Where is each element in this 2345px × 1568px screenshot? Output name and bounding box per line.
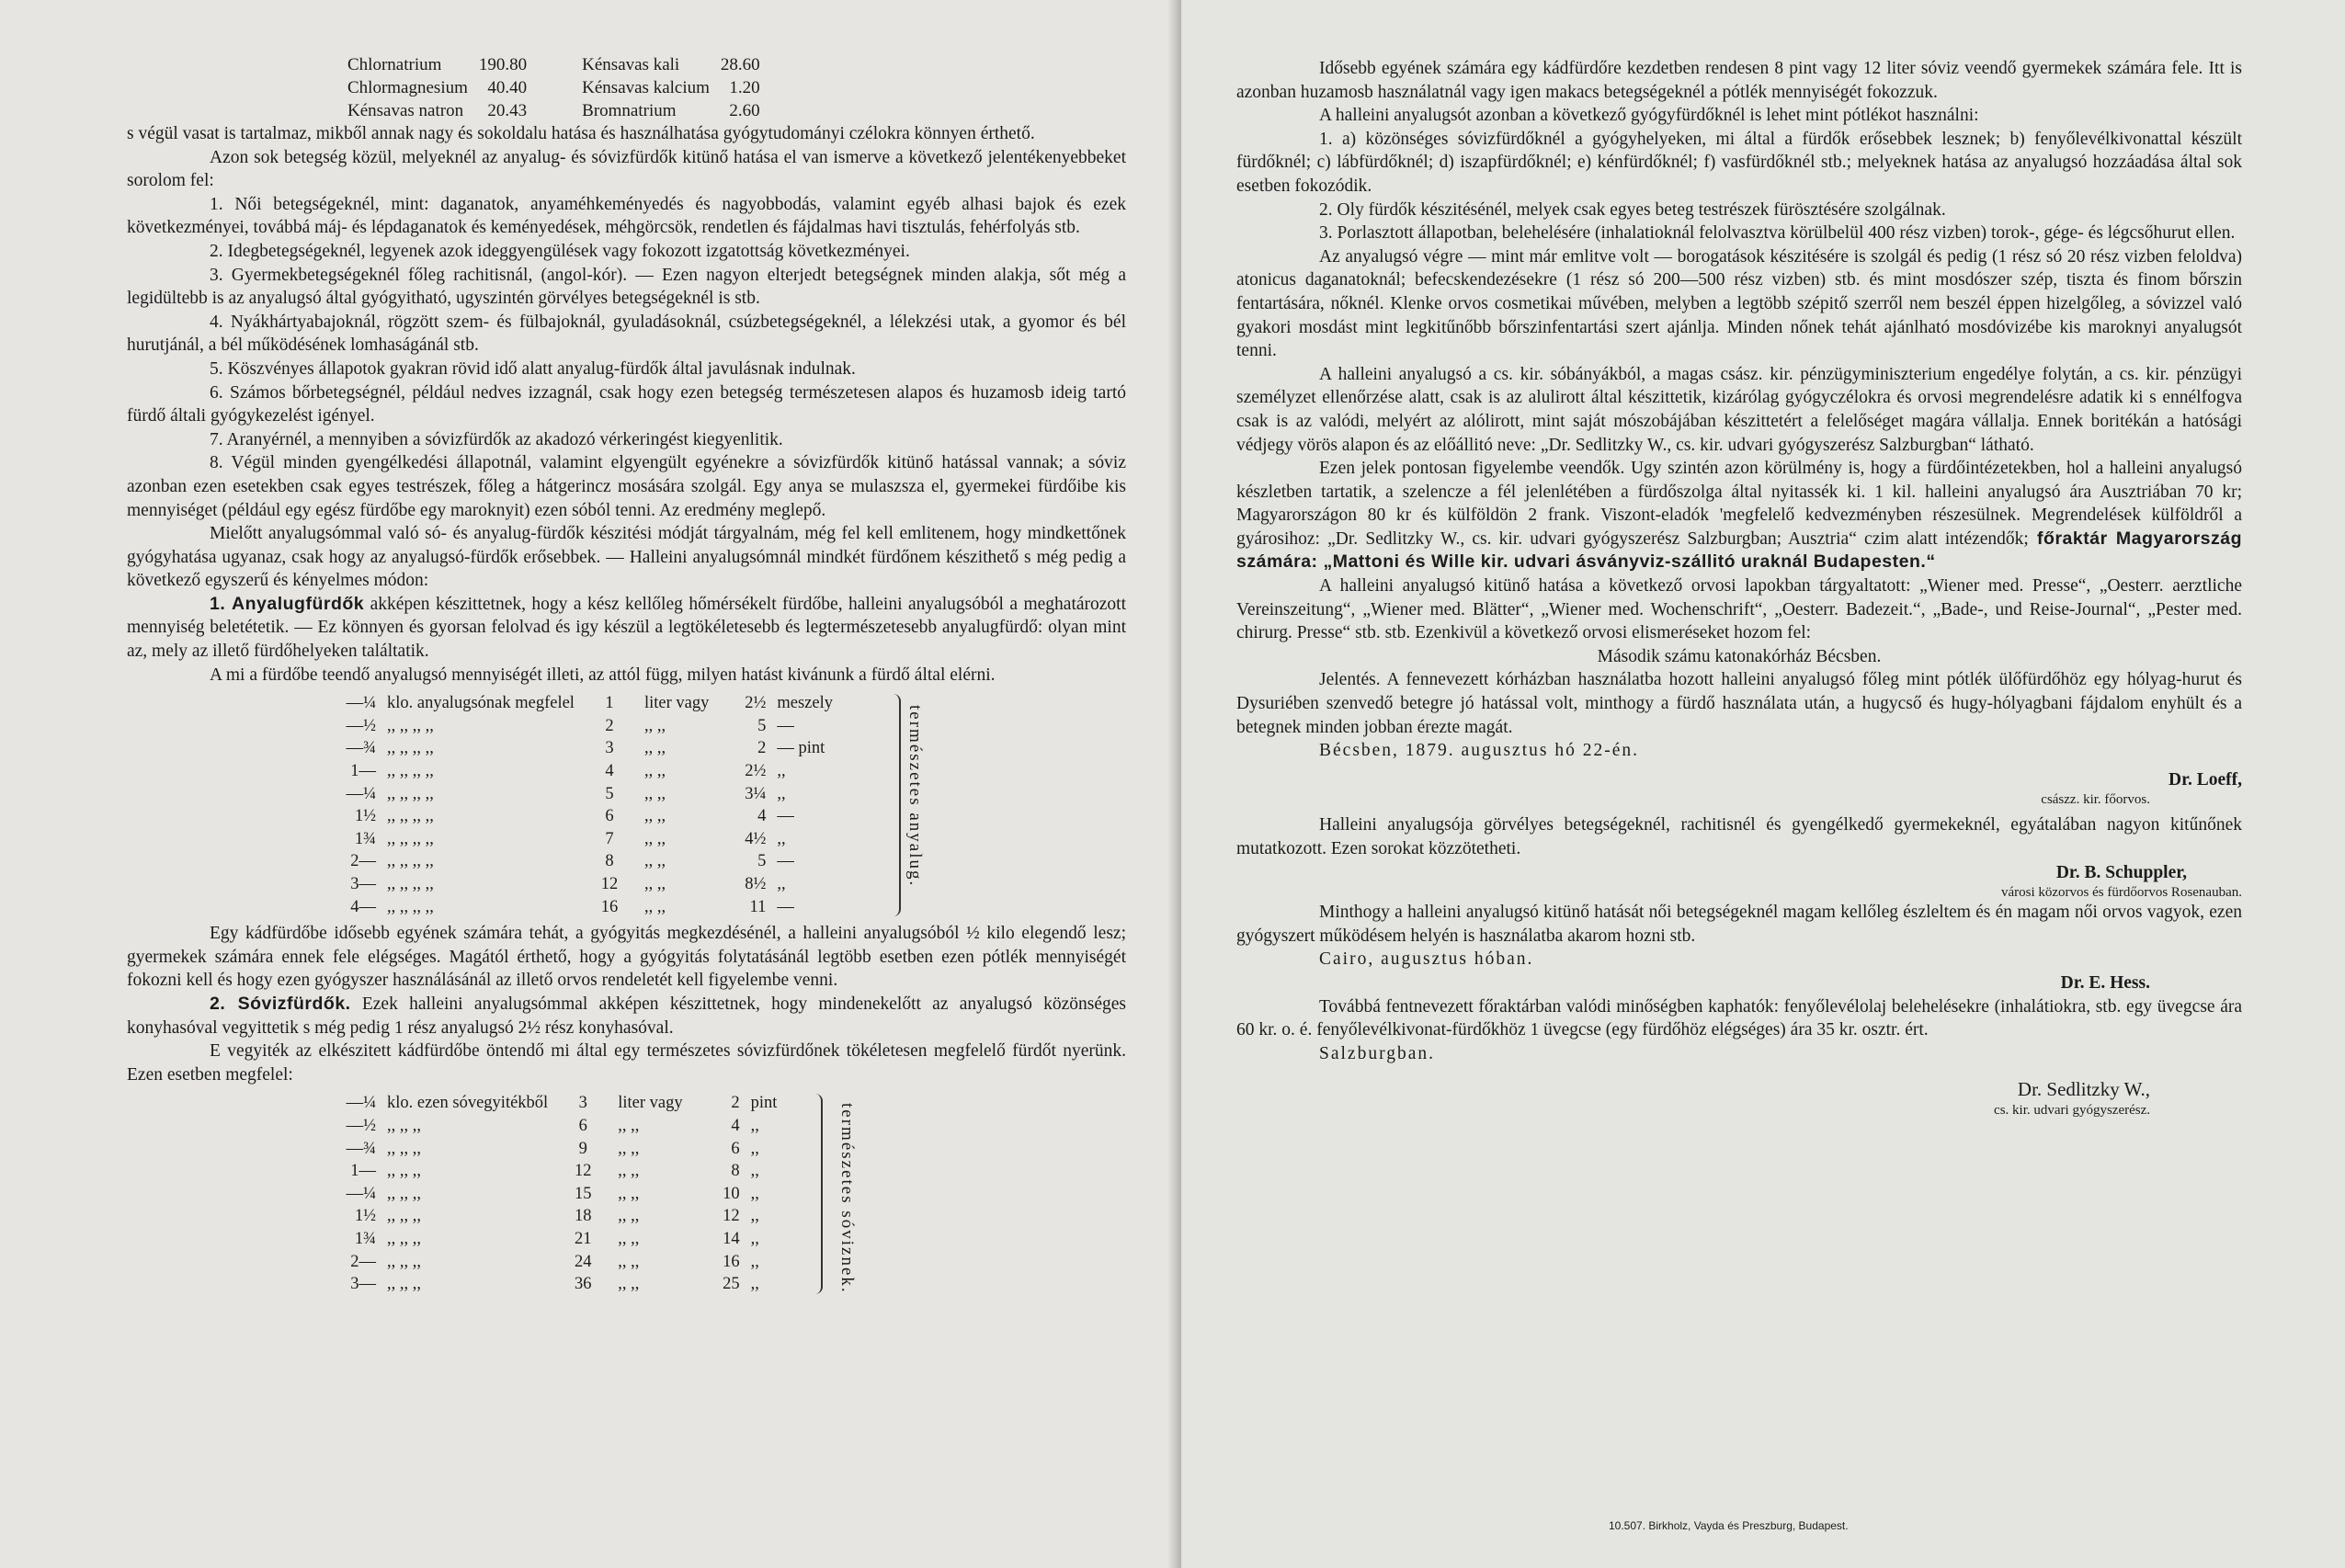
amount: —¼	[346, 694, 376, 713]
connector: ,, ,,	[618, 1116, 640, 1135]
left-text-2	[127, 922, 1126, 1086]
dose-table-block-1	[127, 692, 1126, 918]
amount: 1—	[350, 1162, 376, 1181]
dose-table-1	[315, 692, 838, 918]
liters: 1	[605, 694, 614, 713]
measure-unit: ,,	[750, 1252, 759, 1271]
unit-text: ,, ,, ,, ,,	[387, 875, 434, 893]
left-text	[127, 122, 1126, 687]
dose-row	[315, 1092, 782, 1115]
measure-unit: ,,	[750, 1116, 759, 1135]
dose-row	[315, 1205, 782, 1228]
connector: ,, ,,	[618, 1229, 640, 1248]
measure-unit: — pint	[777, 739, 825, 758]
amount: 1—	[350, 762, 376, 781]
paragraph: Mielőtt anyalugsómmal való só- és anyalug-fürdők készitési módját tárgyalnám, még fel kell emlitenem, hogy mindkettőnek gyógyhatása ugyanaz, csak hogy az anyalugsó-fürdők erősebbek. — Halleini anyalugsómnál mindkét fürdőnem készithető s még pedig a következő egyszerű és kényelmes módon:	[127, 524, 1126, 591]
date-line: Cairo, augusztus hóban.	[1319, 949, 1534, 970]
vertical-label: természetes anyalug.	[905, 705, 925, 888]
dose-row	[315, 805, 838, 828]
composition-row	[347, 99, 815, 122]
list-item: 7. Aranyérnél, a mennyiben a sóvizfürdők az akadozó vérkeringést kiegyenlitik.	[210, 429, 783, 449]
measure-unit: ,,	[777, 762, 786, 781]
compound-name: Kénsavas kalcium	[582, 78, 710, 97]
connector: ,, ,,	[618, 1252, 640, 1271]
amount: —¼	[346, 1094, 376, 1113]
measure: 5	[757, 852, 767, 871]
paragraph: Egy kádfürdőbe idősebb egyének számára tehát, a gyógyitás megkezdésénél, a halleini anyalugsóból ½ kilo elegendő lesz; gyermekek számára ennek fele elégséges. Magától érthető, hogy a gyógyitás folytatásánál legtöbb esetben ezen pótlék mennyiségét fokozni kell és hogy ezen gyógyszer használásánál az illető orvos rendeletét kell figyelembe venni.	[127, 924, 1126, 991]
unit-text: ,, ,, ,, ,,	[387, 897, 434, 916]
unit-text: ,, ,, ,, ,,	[387, 807, 434, 826]
connector: ,, ,,	[643, 852, 666, 871]
hospital-heading: Második számu katonakórház Bécsben.	[1597, 646, 1882, 666]
measure: 4	[757, 807, 767, 826]
connector: ,, ,,	[643, 829, 666, 848]
brace	[890, 694, 901, 916]
paragraph: A mi a fürdőbe teendő anyalugsó mennyiségét illeti, az attól függ, milyen hatást kivánunk a fürdő által elérni.	[210, 665, 996, 685]
signature: Dr. B. Schuppler,	[2055, 862, 2187, 882]
connector: ,, ,,	[618, 1207, 640, 1226]
measure: 12	[723, 1207, 740, 1226]
dose-row	[315, 737, 838, 760]
paragraph: A halleini anyalugsó a cs. kir. sóbányákból, a magas csász. kir. pénzügyminiszterium engedélye folytán, a cs. kir. pénzügyi személyzet ellenőrzése alatt, csak is az alulirott által készittetik, kizárólag gyógyczélokra és orvosi megrendelésre adatik ki s ennélfogva csak is az valódi, melyért az alólirott, mint saját mószobájában készittetért a felelőséget magára vállalja. Ennek boritékán a hatósági védjegy vörös alapon és az előállitó neve: „Dr. Sedlitzky W., cs. kir. udvari gyógyszerész Salzburgban“ látható.	[1236, 364, 2242, 455]
dose-row	[315, 828, 838, 851]
right-page	[1181, 0, 2345, 1568]
measure: 8	[731, 1162, 740, 1181]
dose-row	[315, 692, 838, 715]
right-text	[1236, 57, 2242, 1119]
liters: 16	[600, 897, 619, 916]
section-text: akképen készittetnek, hogy a kész kellőleg hőmérsékelt fürdőbe, halleini anyalugsóból a meghatározott mennyiség beletétetik. — Ez könnyen és gyorsan felolvad és igy készül a legtökéletesebb és legtermészetesebb anyalugfürdő: olyan mint az, mely az illető fürdőhelyeken találtatik.	[127, 594, 1127, 662]
liters: 2	[605, 716, 614, 735]
amount: —¼	[346, 784, 376, 803]
vertical-label: természetes sóviznek.	[837, 1103, 857, 1294]
liters: 9	[578, 1139, 587, 1158]
liters: 21	[574, 1229, 592, 1248]
liters: 3	[578, 1094, 587, 1113]
section-text: Ezek halleini anyalugsómmal akképen készittetnek, hogy mindenekelőtt az anyalugsó közönséges konyhasóval vegyittetik s még pedig 1 rész anyalugsó 2½ rész konyhasóval.	[127, 994, 1126, 1038]
paragraph: Minthogy a halleini anyalugsó kitünő hatását női betegségeknél magam kellőleg észleltem és én magam női orvos vagyok, ezen gyógyszert működésem helyén is használatba akarom hozni stb.	[1236, 903, 2242, 946]
measure: 6	[731, 1139, 740, 1158]
unit-text: ,, ,, ,,	[387, 1162, 421, 1181]
list-item: 6. Számos bőrbetegségnél, például nedves izzagnál, csak hogy ezen betegség természetesen alapos és huzamosb ideig tartó fürdő általi gyógykezelést igényel.	[127, 382, 1126, 426]
measure-unit: —	[777, 716, 794, 735]
dose-row	[315, 715, 838, 738]
signature: Dr. E. Hess.	[2060, 972, 2150, 993]
liters: 3	[605, 739, 614, 758]
liters: 6	[605, 807, 614, 826]
place-line: Salzburgban.	[1319, 1043, 1435, 1063]
section-heading: 2. Sóvizfürdők.	[210, 993, 351, 1014]
dose-row	[315, 1115, 782, 1138]
measure: 16	[723, 1252, 740, 1271]
compound-value: 1.20	[729, 78, 760, 97]
compound-value: 28.60	[720, 55, 760, 74]
unit-text: ,, ,, ,, ,,	[387, 716, 434, 735]
measure-unit: —	[777, 897, 794, 916]
connector: ,, ,,	[643, 739, 666, 758]
liters: 24	[574, 1252, 592, 1271]
connector: ,, ,,	[618, 1139, 640, 1158]
measure: 2	[757, 739, 767, 758]
liters: 5	[605, 784, 614, 803]
measure-unit: pint	[750, 1094, 778, 1113]
measure-unit: ,,	[777, 829, 786, 848]
measure-unit: ,,	[750, 1139, 759, 1158]
unit-text: klo. anyalugsónak megfelel	[387, 694, 575, 713]
measure-unit: ,,	[777, 784, 786, 803]
section-text: Ezen jelek pontosan figyelembe veendők. Ugy szintén azon körülmény is, hogy a fürdőintézetekben, hol a halleini anyalugsó készletben tartatik, a szelencze a fél jelenlétében a fürdőszolga által nyitassék ki. 1 kil. halleini anyalugsó ára Ausztriában 70 kr; Magyarországon 80 kr és külföldön 2 frank. Viszont-eladók 'megfelelő kedvezményben részesülnek. Megrendelések külföldről a gyárosihoz: „Dr. Sedlitzky W., cs. kir. udvari gyógyszerész Salzburgban; Ausztria“ czim alatt intézendők;	[1236, 459, 2242, 549]
measure-unit: —	[777, 852, 794, 871]
date-line: Bécsben, 1879. augusztus hó 22-én.	[1319, 741, 1639, 761]
connector: ,, ,,	[618, 1162, 640, 1181]
paragraph: Az anyalugsó végre — mint már emlitve volt — borogatások készitésére is szolgál és pedig (1 rész só 20 rész vizben feloldva) atonicus daganatoknál; befecskendezésekre (1 rész só 200—500 rész vizben) stb. és mint mosdószer szép, tiszta és finom bőrszin fentartására, nőknél. Klenke orvos cosmetikai művében, melyben a legtöbb szépitő szerről nem beszél éppen hizelgőleg, a sóvizzel való gyakori mosdást mint legkitűnőbb bőrszinfentartási szert ajánlja. Minden nőnek tehát ajánlható mosdóvizébe kis maroknyi anyalugsót tenni.	[1236, 246, 2242, 361]
dose-row	[315, 760, 838, 783]
unit-text: ,, ,, ,,	[387, 1184, 421, 1203]
measure-unit: —	[777, 807, 794, 826]
measure: 10	[723, 1184, 740, 1203]
measure: 2½	[745, 694, 767, 713]
measure: 8½	[745, 875, 767, 893]
amount: —½	[346, 716, 376, 735]
dose-row	[315, 1228, 782, 1251]
liters: 7	[605, 829, 614, 848]
compound-name: Chlormagnesium	[347, 78, 468, 97]
measure: 11	[749, 897, 767, 916]
compound-value: 190.80	[478, 55, 528, 74]
amount: 1½	[354, 807, 376, 826]
unit-text: klo. ezen sóvegyitékből	[387, 1094, 549, 1113]
paragraph	[1236, 457, 2242, 574]
connector: ,, ,,	[643, 807, 666, 826]
amount: —¼	[346, 1184, 376, 1203]
connector: ,, ,,	[643, 784, 666, 803]
paragraph: Azon sok betegség közül, melyeknél az anyalug- és sóvizfürdők kitünő hatása el van ismerve a következő jelentékenyebbeket sorolom fel:	[127, 147, 1126, 191]
measure-unit: ,,	[777, 875, 786, 893]
paragraph: s végül vasat is tartalmaz, mikből annak nagy és sokoldalu hatása és használhatása gyógytudományi czélokra könnyen érthető.	[127, 124, 1035, 143]
measure-unit: ,,	[750, 1207, 759, 1226]
paragraph: Továbbá fentnevezett főraktárban valódi minőségben kaphatók: fenyőlevélolaj belehelésekre (inhalátiokra, stb. egy üvegcse ára 60 kr. o. é. fenyőlevélkivonat-fürdőkhöz 1 üvegcse (egy fürdőhöz elégséges) ára 35 kr. osztr. ért.	[1236, 996, 2242, 1040]
unit-text: ,, ,, ,,	[387, 1229, 421, 1248]
paragraph	[127, 993, 1126, 1040]
connector: ,, ,,	[643, 897, 666, 916]
paragraph: A halleini anyalugsó kitünő hatása a következő orvosi lapokban tárgyaltatott: „Wiener med. Presse“, „Oesterr. aerztliche Vereinszeitung“, „Wiener med. Blätter“, „Wiener med. Wochenschrift“, „Oesterr. Badezeit.“, „Bade-, und Reise-Journal“, „Pester med. chirurg. Presse“ stb. stb. Ezenkivül a következő orvosi elismeréseket hozom fel:	[1236, 576, 2242, 643]
connector: ,, ,,	[618, 1275, 640, 1294]
measure: 4	[731, 1116, 740, 1135]
amount: 2—	[350, 852, 376, 871]
amount: 3—	[350, 1275, 376, 1294]
compound-value: 40.40	[487, 78, 528, 97]
paragraph: Idősebb egyének számára egy kádfürdőre kezdetben rendesen 8 pint vagy 12 liter sóviz veendő gyermekek számára fele. Itt is azonban huzamosb használatnál vagy igen makacs betegségeknél a pótlék mennyiségét fokozzuk.	[1236, 59, 2242, 102]
list-item: 3. Porlasztott állapotban, belehelésére (inhalatioknál felolvasztva körülbelül 400 rész vizben) torok-, gége- és légcsőhurut ellen.	[1319, 223, 2236, 244]
liters: 8	[605, 852, 614, 871]
dose-row	[315, 1160, 782, 1183]
list-item: 4. Nyákhártyabajoknál, rögzött szem- és fülbajoknál, gyuladásoknál, csúzbetegségeknél, a lélekzési utak, a gyomor és bél hurutjánál, a bél működésének lomhaságánál stb.	[127, 312, 1126, 356]
compound-name: Chlornatrium	[347, 55, 442, 74]
measure: 4½	[745, 829, 767, 848]
measure: 3¼	[745, 784, 767, 803]
dose-table-block-2	[127, 1092, 1126, 1295]
measure: 2½	[745, 762, 767, 781]
unit-text: ,, ,, ,,	[387, 1116, 421, 1135]
measure-unit: ,,	[750, 1162, 759, 1181]
dose-table-2	[315, 1092, 782, 1295]
paragraph	[127, 593, 1126, 664]
unit-text: ,, ,, ,, ,,	[387, 784, 434, 803]
dose-row	[315, 1183, 782, 1206]
amount: —½	[346, 1116, 376, 1135]
amount: 4—	[350, 897, 376, 916]
unit-text: ,, ,, ,, ,,	[387, 829, 434, 848]
paragraph: A halleini anyalugsót azonban a következő gyógyfürdőknél is lehet mint pótlékot használni:	[1319, 106, 1979, 126]
unit-text: ,, ,, ,,	[387, 1139, 421, 1158]
list-item: 2. Oly fürdők készitésénél, melyek csak egyes beteg testrészek fürösztésére szolgálnak.	[1319, 199, 1946, 220]
unit-text: ,, ,, ,,	[387, 1207, 421, 1226]
dose-row	[315, 1138, 782, 1161]
measure-unit: ,,	[750, 1184, 759, 1203]
connector: liter vagy	[643, 694, 710, 713]
measure: 5	[757, 716, 767, 735]
list-item: 8. Végül minden gyengélkedési állapotnál, valamint elgyengült egyénekre a sóvizfürdők kitünő hatással vannak; a sóviz azonban ezen esetekben csak egyes testrészek, főleg a hátgerincz mosására szolgál. Egy anya se mulaszsza el, gyermekei fürdőibe kis mennyiséget (például egy egész fürdőbe egy maroknyit) ezen sóból tenni. Az eredmény meglepő.	[127, 453, 1126, 520]
liters: 12	[574, 1162, 592, 1181]
brace	[812, 1094, 823, 1294]
signature-title: városi közorvos és fürdőorvos Rosenauban.	[2000, 885, 2242, 901]
list-item: 2. Idegbetegségeknél, legyenek azok ideggyengülések vagy fokozott izgatottság következményei.	[210, 241, 910, 261]
measure-unit: meszely	[777, 694, 833, 713]
composition-row	[347, 53, 815, 76]
signature-title: cs. kir. udvari gyógyszerész.	[1994, 1102, 2150, 1118]
liters: 6	[578, 1116, 587, 1135]
paragraph: E vegyiték az elkészitett kádfürdőbe öntendő mi által egy természetes sóvizfürdőnek tökéletesen megfelelő fürdőt nyerünk. Ezen esetben megfelel:	[127, 1041, 1126, 1085]
signature: Dr. Loeff,	[2169, 769, 2242, 790]
unit-text: ,, ,, ,, ,,	[387, 762, 434, 781]
measure: 2	[731, 1094, 740, 1113]
compound-name: Kénsavas kali	[582, 55, 680, 74]
amount: 1¾	[354, 1229, 376, 1248]
section-heading: 1. Anyalugfürdők	[210, 593, 365, 614]
unit-text: ,, ,, ,,	[387, 1275, 421, 1294]
liters: 4	[605, 762, 614, 781]
connector: ,, ,,	[618, 1184, 640, 1203]
dose-row	[315, 873, 838, 896]
composition-row	[347, 76, 815, 99]
compound-value: 2.60	[729, 101, 760, 120]
liters: 15	[574, 1184, 592, 1203]
measure-unit: ,,	[750, 1275, 759, 1294]
dose-row	[315, 1251, 782, 1274]
compound-name: Bromnatrium	[582, 101, 677, 120]
emphasis: főraktár Magyarország számára: „Mattoni és Wille kir. udvari ásványviz-szállitó uraknál Budapesten.“	[1236, 528, 2243, 573]
liters: 18	[574, 1207, 592, 1226]
connector: ,, ,,	[643, 762, 666, 781]
list-item: 1. a) közönséges sóvizfürdőknél a gyógyhelyeken, mi által a fürdők erősebbek lesznek; b) fenyőlevélkivonattal készült fürdőknél; c) lábfürdőknél; d) iszapfürdőknél; e) kénfürdőknél; f) vasfürdőknél stb.; melyeknek hatása az anyalugsó hozzáadása által sok esetben fokozódik.	[1236, 129, 2242, 196]
unit-text: ,, ,, ,, ,,	[387, 852, 434, 871]
unit-text: ,, ,, ,, ,,	[387, 739, 434, 758]
measure-unit: ,,	[750, 1229, 759, 1248]
amount: 1¾	[354, 829, 376, 848]
dose-row	[315, 1273, 782, 1296]
connector: liter vagy	[618, 1094, 683, 1113]
connector: ,, ,,	[643, 716, 666, 735]
liters: 36	[574, 1275, 592, 1294]
unit-text: ,, ,, ,,	[387, 1252, 421, 1271]
dose-row	[315, 783, 838, 806]
list-item: 5. Köszvényes állapotok gyakran rövid idő alatt anyalug-fürdők által javulásnak indulnak.	[210, 358, 856, 379]
amount: —¾	[346, 1139, 376, 1158]
amount: 3—	[350, 875, 376, 893]
signature: Dr. Sedlitzky W.,	[2017, 1078, 2150, 1101]
paragraph: Jelentés. A fennevezett kórházban használatba hozott halleini anyalugsó főleg mint pótlék ülőfürdőhöz egy hólyag-hurut és Dysuriében szenvedő betegre jó hatással volt, minthogy a fürdő használata után, a hugycső és hugy-hólyagbani fájdalom enyhült és a betegnek minden jobban érezte magát.	[1236, 670, 2242, 737]
compound-value: 20.43	[487, 101, 528, 120]
composition-table	[347, 53, 815, 122]
signature-title: császz. kir. főorvos.	[2041, 792, 2150, 808]
list-item: 1. Női betegségeknél, mint: daganatok, anyaméhkeményedés és nagyobbodás, valamint egyéb alhasi bajok és ezek következményei, továbbá máj- és lépdaganatok és keményedések, méhgörcsök, rendetlen és fájdalmas havi tisztulás, fehérfolyás stb.	[127, 194, 1126, 238]
list-item: 3. Gyermekbetegségeknél főleg rachitisnál, (angol-kór). — Ezen nagyon elterjedt betegségnek minden alakja, sőt még a legidültebb is az anyalugsó által gyógyitható, ugyszintén görvélyes betegségeknél is stb.	[127, 265, 1126, 309]
dose-row	[315, 896, 838, 919]
amount: 2—	[350, 1252, 376, 1271]
paragraph: Halleini anyalugsója görvélyes betegségeknél, rachitisnél és gyengélkedő gyermekeknél, egyátalában nagyon kitűnőnek mutatkozott. Ezen sorokat közzötetheti.	[1236, 815, 2242, 858]
measure: 25	[723, 1275, 740, 1294]
compound-name: Kénsavas natron	[347, 101, 464, 120]
printer-imprint: 10.507. Birkholz, Vayda és Preszburg, Budapest.	[1609, 1519, 1849, 1532]
measure: 14	[723, 1229, 740, 1248]
dose-row	[315, 850, 838, 873]
amount: 1½	[354, 1207, 376, 1226]
amount: —¾	[346, 739, 376, 758]
liters: 12	[600, 875, 619, 893]
connector: ,, ,,	[643, 875, 666, 893]
